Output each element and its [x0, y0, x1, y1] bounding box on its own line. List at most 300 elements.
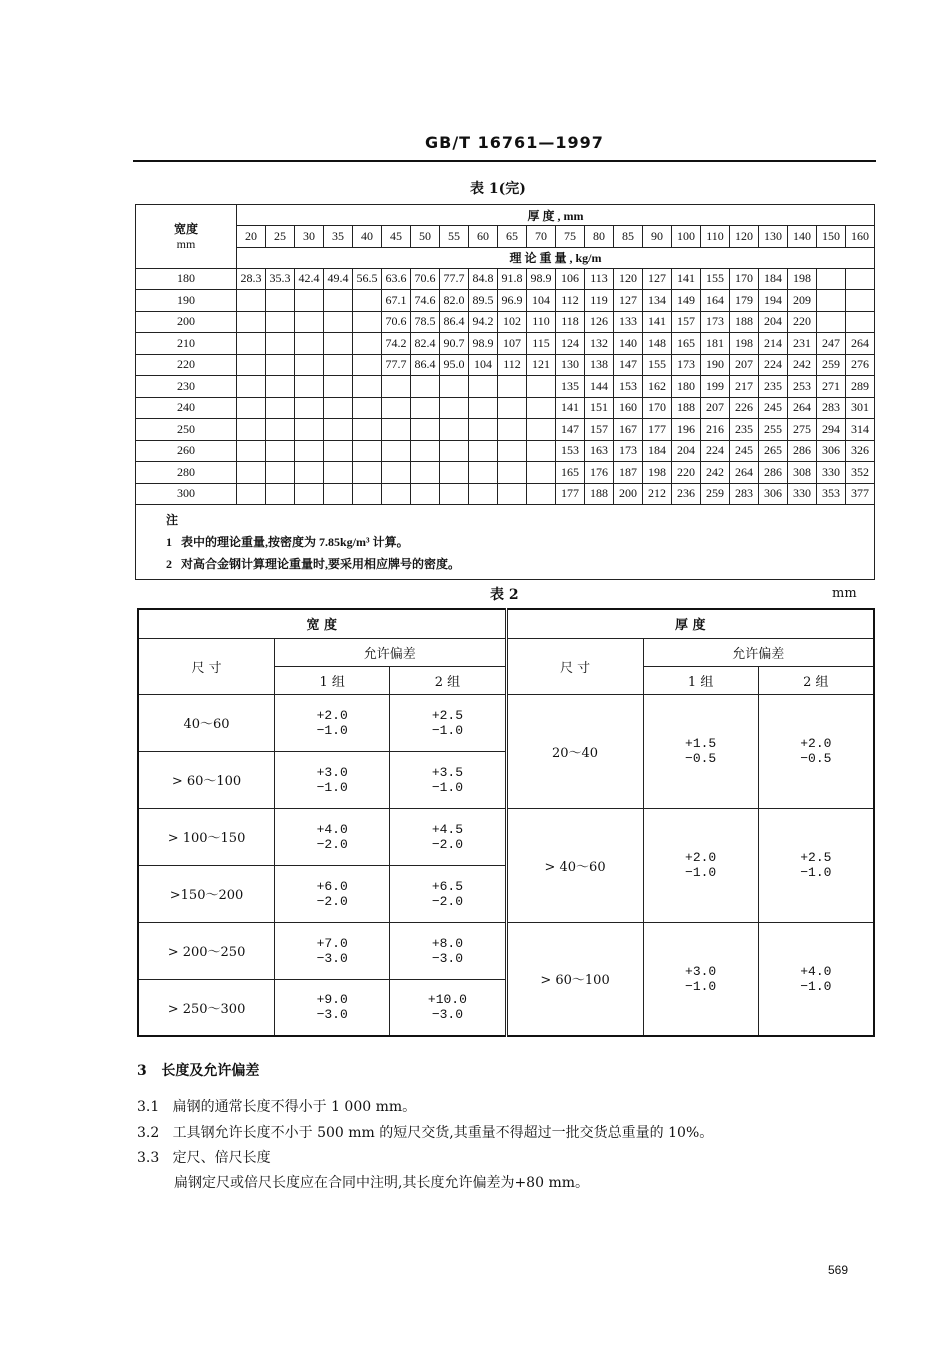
weight-cell: 86.4	[440, 311, 469, 333]
weight-cell: 271	[817, 376, 846, 398]
weight-cell	[266, 333, 295, 355]
weight-cell: 184	[643, 440, 672, 462]
thickness-header: 100	[672, 226, 701, 248]
weight-cell: 204	[672, 440, 701, 462]
weight-cell: 115	[527, 333, 556, 355]
tg2-2: +4.0 −1.0	[758, 922, 874, 1036]
thick-tol-label: 允许偏差	[643, 638, 874, 666]
thickness-header: 50	[411, 226, 440, 248]
weight-cell: 170	[643, 397, 672, 419]
weight-cell: 198	[730, 333, 759, 355]
weight-cell: 242	[701, 462, 730, 484]
wsize-0: 40～60	[138, 694, 275, 751]
weight-cell: 236	[672, 483, 701, 505]
weight-cell: 265	[759, 440, 788, 462]
weight-cell	[411, 376, 440, 398]
weight-cell: 176	[585, 462, 614, 484]
weight-cell: 167	[614, 419, 643, 441]
row-width: 240	[136, 397, 237, 419]
row-width: 190	[136, 290, 237, 312]
weight-cell: 149	[672, 290, 701, 312]
weight-cell: 77.7	[440, 268, 469, 290]
thickness-header: 70	[527, 226, 556, 248]
weight-cell	[295, 290, 324, 312]
thickness-header: 160	[846, 226, 875, 248]
weight-cell: 216	[701, 419, 730, 441]
table-row	[136, 397, 875, 419]
thickness-header: 60	[469, 226, 498, 248]
weight-cell	[353, 333, 382, 355]
weight-cell	[527, 440, 556, 462]
weight-cell: 286	[759, 462, 788, 484]
weight-cell: 220	[788, 311, 817, 333]
thickness-title: 厚 度	[506, 609, 874, 638]
weight-cell	[237, 376, 266, 398]
weight-cell: 209	[788, 290, 817, 312]
wg2-0: +2.5 −1.0	[390, 694, 506, 751]
weight-cell: 155	[643, 354, 672, 376]
row-width: 230	[136, 376, 237, 398]
weight-cell	[411, 440, 440, 462]
weight-cell	[324, 483, 353, 505]
table-row	[136, 354, 875, 376]
row-width: 260	[136, 440, 237, 462]
weight-cell: 74.6	[411, 290, 440, 312]
weight-cell: 301	[846, 397, 875, 419]
weight-cell	[353, 376, 382, 398]
weight-cell	[237, 462, 266, 484]
thickness-header: 40	[353, 226, 382, 248]
weight-cell: 70.6	[382, 311, 411, 333]
weight-cell: 155	[701, 268, 730, 290]
weight-cell	[237, 354, 266, 376]
weight-cell: 127	[614, 290, 643, 312]
weight-cell: 84.8	[469, 268, 498, 290]
weight-cell	[527, 462, 556, 484]
thick-group2: 2 组	[758, 666, 874, 694]
row-width: 180	[136, 268, 237, 290]
weight-cell: 235	[730, 419, 759, 441]
section3-2: 3.2 工具钢允许长度不小于 500 mm 的短尺交货,其重量不得超过一批交货总重量的 10%。	[137, 1125, 714, 1141]
weight-cell: 188	[585, 483, 614, 505]
weight-cell: 165	[556, 462, 585, 484]
thickness-header: 30	[295, 226, 324, 248]
weight-cell: 141	[556, 397, 585, 419]
row-width: 280	[136, 462, 237, 484]
weight-cell: 289	[846, 376, 875, 398]
weight-cell: 207	[730, 354, 759, 376]
weight-cell	[527, 376, 556, 398]
weight-cell	[324, 397, 353, 419]
weight-cell	[469, 440, 498, 462]
thick-size-label: 尺 寸	[506, 638, 643, 694]
weight-cell	[382, 376, 411, 398]
weight-cell: 112	[498, 354, 527, 376]
notes-cell	[136, 505, 875, 580]
weight-cell: 259	[701, 483, 730, 505]
weight-cell	[237, 419, 266, 441]
thickness-header: 75	[556, 226, 585, 248]
weight-cell: 110	[527, 311, 556, 333]
weight-cell: 106	[556, 268, 585, 290]
note-1: 1 表中的理论重量,按密度为 7.85kg/m³ 计算。	[166, 535, 409, 549]
weight-cell: 127	[643, 268, 672, 290]
weight-cell: 104	[469, 354, 498, 376]
table-row	[136, 440, 875, 462]
wg2-5: +10.0 −3.0	[390, 979, 506, 1036]
weight-cell	[817, 290, 846, 312]
weight-cell: 135	[556, 376, 585, 398]
weight-cell: 188	[672, 397, 701, 419]
weight-cell: 134	[643, 290, 672, 312]
section3-heading: 3 长度及允许偏差	[137, 1063, 260, 1079]
table-row	[136, 419, 875, 441]
weight-cell	[266, 376, 295, 398]
weight-cell: 94.2	[469, 311, 498, 333]
weight-cell: 107	[498, 333, 527, 355]
weight-cell: 276	[846, 354, 875, 376]
weight-cell	[237, 290, 266, 312]
weight-cell	[266, 311, 295, 333]
weight-cell: 198	[788, 268, 817, 290]
weight-cell: 188	[730, 311, 759, 333]
table2-unit: mm	[832, 586, 857, 601]
weight-cell: 179	[730, 290, 759, 312]
weight-cell: 275	[788, 419, 817, 441]
weight-cell: 133	[614, 311, 643, 333]
weight-cell: 224	[759, 354, 788, 376]
weight-cell: 164	[701, 290, 730, 312]
weight-cell: 90.7	[440, 333, 469, 355]
weight-cell: 306	[759, 483, 788, 505]
weight-cell	[846, 311, 875, 333]
weight-cell: 138	[585, 354, 614, 376]
weight-cell: 377	[846, 483, 875, 505]
wsize-5: > 250～300	[138, 979, 275, 1036]
wg1-3: +6.0 −2.0	[275, 865, 390, 922]
weight-cell: 326	[846, 440, 875, 462]
weight-cell: 173	[672, 354, 701, 376]
weight-cell: 49.4	[324, 268, 353, 290]
weight-cell	[527, 397, 556, 419]
weight-cell: 220	[672, 462, 701, 484]
thickness-header: 110	[701, 226, 730, 248]
tsize-0: 20～40	[506, 694, 643, 808]
wsize-4: > 200～250	[138, 922, 275, 979]
table1	[135, 204, 875, 580]
wg2-4: +8.0 −3.0	[390, 922, 506, 979]
weight-cell	[295, 354, 324, 376]
section3-3: 3.3 定尺、倍尺长度	[137, 1150, 271, 1166]
row-width: 200	[136, 311, 237, 333]
weight-cell: 56.5	[353, 268, 382, 290]
width-size-label: 尺 寸	[138, 638, 275, 694]
weight-cell: 130	[556, 354, 585, 376]
thickness-header: 150	[817, 226, 846, 248]
weight-cell	[324, 376, 353, 398]
weight-cell: 98.9	[469, 333, 498, 355]
note-2: 2 对高合金钢计算理论重量时,要采用相应牌号的密度。	[166, 557, 461, 571]
weight-cell: 214	[759, 333, 788, 355]
wg2-1: +3.5 −1.0	[390, 751, 506, 808]
weight-cell: 118	[556, 311, 585, 333]
weight-cell	[498, 462, 527, 484]
weight-cell: 148	[643, 333, 672, 355]
notes-title: 注	[166, 513, 179, 527]
thickness-header: 45	[382, 226, 411, 248]
weight-cell	[324, 311, 353, 333]
weight-cell: 113	[585, 268, 614, 290]
weight-cell	[324, 290, 353, 312]
weight-cell: 264	[788, 397, 817, 419]
weight-cell	[295, 397, 324, 419]
weight-cell	[411, 419, 440, 441]
weight-cell: 264	[730, 462, 759, 484]
weight-cell: 96.9	[498, 290, 527, 312]
weight-cell: 132	[585, 333, 614, 355]
table2-caption: 表 2	[490, 587, 519, 603]
table-row	[136, 333, 875, 355]
thickness-header: 35	[324, 226, 353, 248]
weight-cell	[324, 333, 353, 355]
row-width: 210	[136, 333, 237, 355]
weight-cell: 163	[585, 440, 614, 462]
weight-cell: 200	[614, 483, 643, 505]
thickness-header: 80	[585, 226, 614, 248]
weight-cell	[237, 333, 266, 355]
weight-cell: 144	[585, 376, 614, 398]
weight-cell: 217	[730, 376, 759, 398]
weight-cell: 157	[585, 419, 614, 441]
thickness-header: 140	[788, 226, 817, 248]
weight-cell: 78.5	[411, 311, 440, 333]
wg2-3: +6.5 −2.0	[390, 865, 506, 922]
thickness-header: 120	[730, 226, 759, 248]
weight-cell: 352	[846, 462, 875, 484]
weight-cell	[324, 354, 353, 376]
width-title: 宽 度	[138, 609, 506, 638]
weight-cell	[817, 311, 846, 333]
row-width: 220	[136, 354, 237, 376]
weight-cell: 235	[759, 376, 788, 398]
weight-cell: 187	[614, 462, 643, 484]
weight-cell: 141	[672, 268, 701, 290]
thickness-header: 25	[266, 226, 295, 248]
weight-cell: 173	[614, 440, 643, 462]
weight-cell	[353, 311, 382, 333]
weight-cell: 308	[788, 462, 817, 484]
weight-cell: 226	[730, 397, 759, 419]
weight-cell: 180	[672, 376, 701, 398]
weight-cell: 314	[846, 419, 875, 441]
weight-cell: 253	[788, 376, 817, 398]
weight-cell	[266, 419, 295, 441]
weight-cell: 170	[730, 268, 759, 290]
weight-cell: 112	[556, 290, 585, 312]
weight-cell: 204	[759, 311, 788, 333]
section3-1: 3.1 扁钢的通常长度不得小于 1 000 mm。	[137, 1099, 417, 1115]
weight-cell: 330	[817, 462, 846, 484]
weight-cell: 63.6	[382, 268, 411, 290]
width-unit: mm	[176, 237, 196, 252]
weight-cell	[498, 419, 527, 441]
thickness-header: 85	[614, 226, 643, 248]
weight-cell: 120	[614, 268, 643, 290]
tg2-1: +2.5 −1.0	[758, 808, 874, 922]
thick-group1: 1 组	[643, 666, 758, 694]
weight-cell	[846, 268, 875, 290]
weight-cell	[324, 462, 353, 484]
row-width: 300	[136, 483, 237, 505]
weight-cell	[237, 311, 266, 333]
width-group1: 1 组	[275, 666, 390, 694]
weight-cell	[382, 419, 411, 441]
weight-cell: 147	[556, 419, 585, 441]
weight-cell	[295, 440, 324, 462]
width-group2: 2 组	[390, 666, 506, 694]
wg1-4: +7.0 −3.0	[275, 922, 390, 979]
weight-cell	[295, 483, 324, 505]
weight-cell: 177	[643, 419, 672, 441]
weight-cell	[295, 333, 324, 355]
weight-cell	[498, 483, 527, 505]
weight-cell	[353, 397, 382, 419]
weight-cell	[440, 462, 469, 484]
weight-cell: 82.4	[411, 333, 440, 355]
weight-cell	[440, 376, 469, 398]
table-row	[136, 311, 875, 333]
weight-cell	[411, 462, 440, 484]
weight-cell: 95.0	[440, 354, 469, 376]
weight-cell: 264	[846, 333, 875, 355]
weight-cell: 153	[556, 440, 585, 462]
wsize-1: > 60～100	[138, 751, 275, 808]
weight-cell	[469, 462, 498, 484]
weight-cell	[469, 397, 498, 419]
weight-cell: 198	[643, 462, 672, 484]
thickness-header: 20	[237, 226, 266, 248]
weight-cell	[266, 483, 295, 505]
weight-cell: 194	[759, 290, 788, 312]
weight-cell: 283	[817, 397, 846, 419]
weight-cell: 104	[527, 290, 556, 312]
weight-cell	[237, 440, 266, 462]
weight-cell: 102	[498, 311, 527, 333]
weight-cell: 153	[614, 376, 643, 398]
weight-cell	[440, 483, 469, 505]
tg1-1: +2.0 −1.0	[643, 808, 758, 922]
weight-cell: 67.1	[382, 290, 411, 312]
weight-cell: 28.3	[237, 268, 266, 290]
row-width: 250	[136, 419, 237, 441]
weight-cell	[266, 440, 295, 462]
weight-cell: 199	[701, 376, 730, 398]
weight-cell: 140	[614, 333, 643, 355]
weight-cell	[440, 440, 469, 462]
wg1-1: +3.0 −1.0	[275, 751, 390, 808]
weight-cell	[498, 397, 527, 419]
weight-cell: 89.5	[469, 290, 498, 312]
weight-cell: 74.2	[382, 333, 411, 355]
weight-cell: 212	[643, 483, 672, 505]
weight-cell: 190	[701, 354, 730, 376]
weight-cell: 242	[788, 354, 817, 376]
standard-code: GB/T 16761—1997	[425, 133, 604, 152]
weight-cell	[353, 354, 382, 376]
section3-3-body: 扁钢定尺或倍尺长度应在合同中注明,其长度允许偏差为+80 mm。	[174, 1175, 589, 1191]
weight-cell: 245	[730, 440, 759, 462]
wsize-2: > 100～150	[138, 808, 275, 865]
weight-cell: 82.0	[440, 290, 469, 312]
tsize-2: > 60～100	[506, 922, 643, 1036]
weight-cell	[295, 376, 324, 398]
weight-cell: 147	[614, 354, 643, 376]
weight-cell: 184	[759, 268, 788, 290]
wg2-2: +4.5 −2.0	[390, 808, 506, 865]
weight-cell	[440, 419, 469, 441]
weight-cell	[353, 440, 382, 462]
weight-cell: 177	[556, 483, 585, 505]
header-rule	[133, 160, 876, 162]
weight-cell: 42.4	[295, 268, 324, 290]
table-row	[136, 376, 875, 398]
weight-cell	[411, 397, 440, 419]
weight-cell	[237, 483, 266, 505]
thickness-header: 130	[759, 226, 788, 248]
weight-cell	[382, 462, 411, 484]
weight-cell	[846, 290, 875, 312]
weight-cell: 173	[701, 311, 730, 333]
wsize-3: >150～200	[138, 865, 275, 922]
weight-cell	[237, 397, 266, 419]
weight-cell: 165	[672, 333, 701, 355]
weight-cell	[353, 419, 382, 441]
thickness-header: 55	[440, 226, 469, 248]
weight-cell: 255	[759, 419, 788, 441]
weight-cell: 124	[556, 333, 585, 355]
weight-cell: 294	[817, 419, 846, 441]
wg1-0: +2.0 −1.0	[275, 694, 390, 751]
weight-cell: 196	[672, 419, 701, 441]
weight-cell	[353, 462, 382, 484]
weight-cell: 259	[817, 354, 846, 376]
weight-cell: 181	[701, 333, 730, 355]
thickness-label: 厚 度 , mm	[237, 205, 875, 226]
weight-cell: 353	[817, 483, 846, 505]
weight-cell: 245	[759, 397, 788, 419]
weight-cell: 306	[817, 440, 846, 462]
weight-cell: 70.6	[411, 268, 440, 290]
weight-label: 理 论 重 量 , kg/m	[237, 247, 875, 268]
table-row	[136, 268, 875, 290]
weight-cell: 283	[730, 483, 759, 505]
weight-cell: 330	[788, 483, 817, 505]
weight-cell: 247	[817, 333, 846, 355]
weight-cell: 86.4	[411, 354, 440, 376]
weight-cell	[440, 397, 469, 419]
thickness-header: 65	[498, 226, 527, 248]
tg1-0: +1.5 −0.5	[643, 694, 758, 808]
weight-cell	[266, 354, 295, 376]
table-row	[136, 290, 875, 312]
weight-cell	[382, 397, 411, 419]
weight-cell	[266, 290, 295, 312]
weight-cell	[817, 268, 846, 290]
table1-caption: 表 1(完)	[470, 181, 526, 197]
weight-cell	[295, 419, 324, 441]
weight-cell: 162	[643, 376, 672, 398]
width-header: 宽度	[173, 222, 198, 237]
